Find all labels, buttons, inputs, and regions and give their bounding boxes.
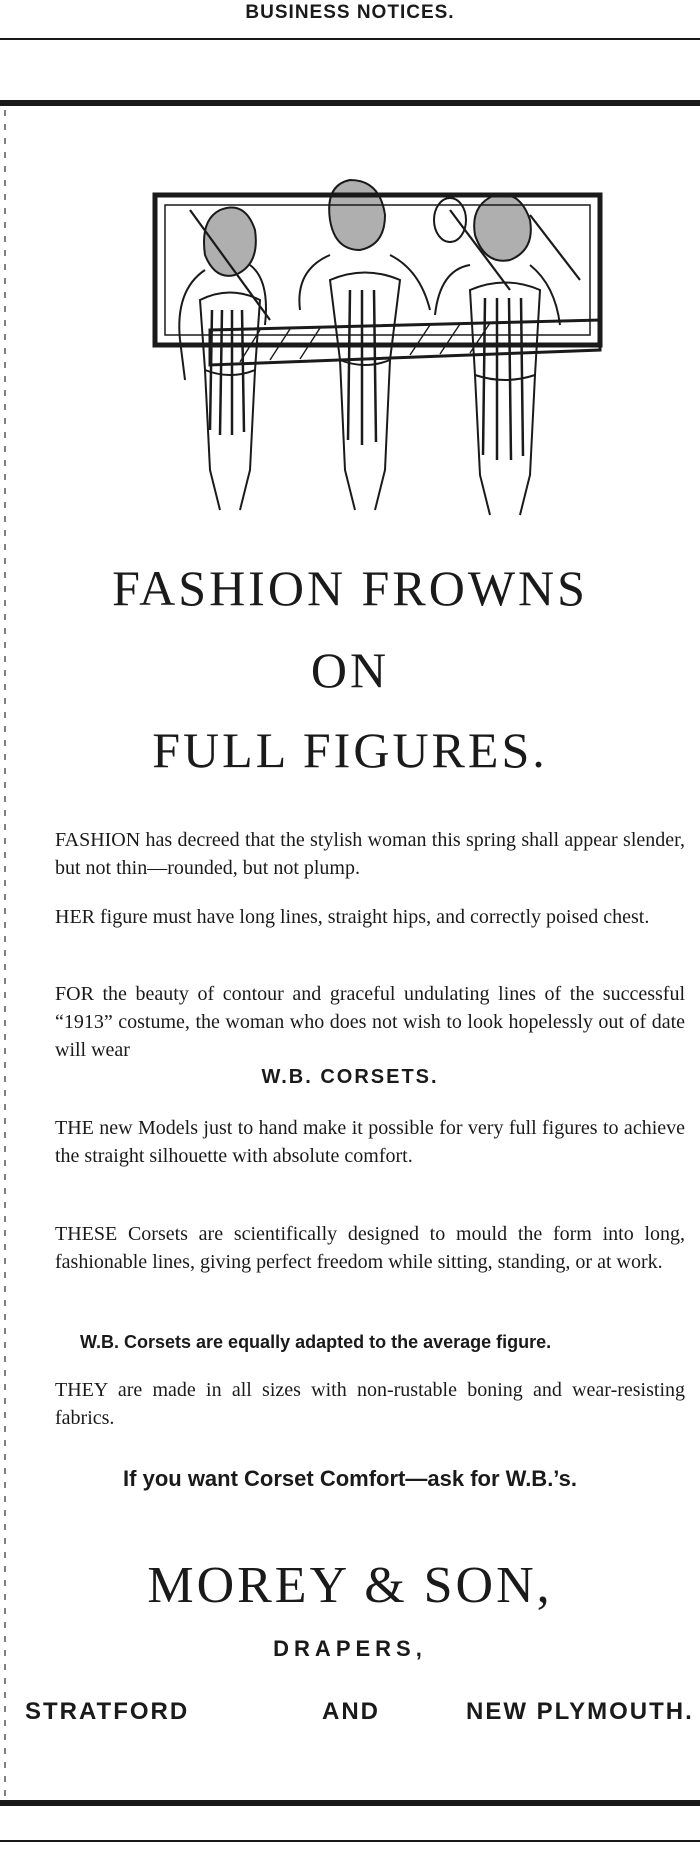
paragraph-fashion: FASHION has decreed that the stylish woman this spring shall appear slender, but not thin—rounded, but not plump. [55, 829, 685, 879]
average-figure-line: W.B. Corsets are equally adapted to the average figure. [80, 1332, 552, 1352]
headline-line-2: ON [310, 642, 390, 698]
firm-name: MOREY & SON, [147, 1557, 553, 1614]
town-stratford: STRATFORD [25, 1698, 190, 1725]
ad-top-border [0, 100, 700, 106]
trade-drapers: DRAPERS, [273, 1636, 427, 1661]
headline-line-1: FASHION FROWNS [112, 560, 588, 616]
corset-illustration [150, 170, 610, 530]
header-rule [0, 38, 700, 40]
paragraph-they-are-made: THEY are made in all sizes with non-rustable boning and wear-resisting fabrics. [55, 1379, 685, 1429]
brand-wb-corsets: W.B. CORSETS. [261, 1066, 439, 1088]
corset-comfort-line: If you want Corset Comfort—ask for W.B.’s. [123, 1466, 577, 1491]
headline-line-3: FULL FIGURES. [152, 722, 548, 778]
paragraph-new-models: THE new Models just to hand make it possible for very full figures to achieve the straight silhouette with absolute comfort. [55, 1117, 685, 1167]
ad-bottom-border [0, 1800, 700, 1806]
footer-rule [0, 1840, 700, 1842]
towns-line [0, 1698, 700, 1732]
paragraph-these-corsets: THESE Corsets are scientifically designed to mould the form into long, fashionable lines, giving perfect freedom while sitting, standing, or at work. [55, 1223, 685, 1273]
town-new-plymouth: NEW PLYMOUTH. [466, 1698, 694, 1725]
ad-left-border [4, 110, 6, 1800]
section-header: BUSINESS NOTICES. [245, 2, 455, 23]
paragraph-her-figure: HER figure must have long lines, straight hips, and correctly poised chest. [55, 906, 650, 928]
towns-and: AND [322, 1698, 380, 1725]
paragraph-for-beauty: FOR the beauty of contour and graceful undulating lines of the successful “1913” costume, the woman who does not wish to look hopelessly out of date will wear [55, 983, 685, 1061]
